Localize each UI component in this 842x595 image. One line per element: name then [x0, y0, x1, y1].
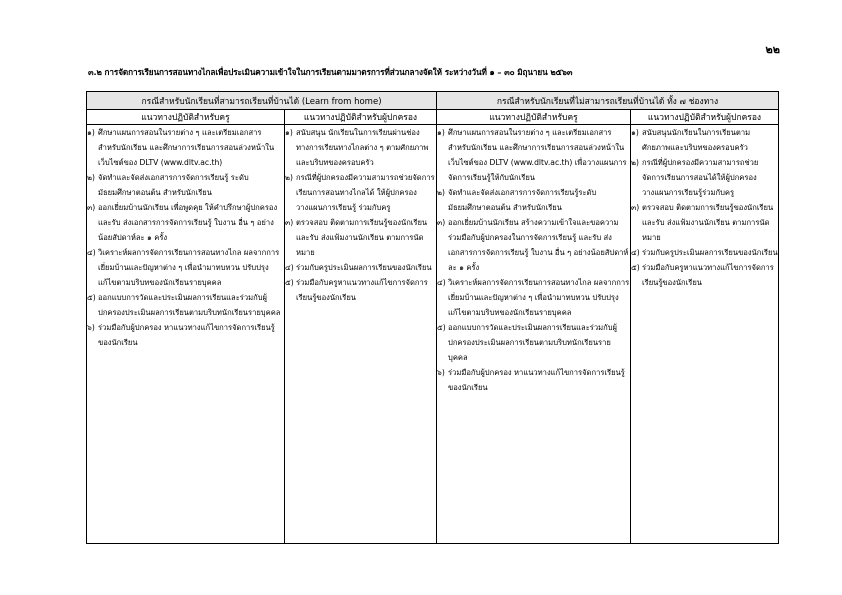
item-text: กรณีที่ผู้ปกครองมีความสามารถช่วยจัดการเรียนการสอนทางไกลได้ ให้ผู้ปกครองวางแผนการเรียนรู้ ร่วมกับครู: [296, 173, 435, 212]
group-header-row: [87, 92, 779, 110]
guideline-item: [437, 185, 630, 215]
item-text: ร่วมมือกับผู้ปกครอง หาแนวทางแก้ไขการจัดการเรียนรู้ของนักเรียน: [98, 323, 275, 347]
teacher-home-guidelines: [87, 125, 285, 544]
item-number: ๑): [87, 128, 95, 137]
guideline-item: [631, 200, 778, 245]
item-number: ๒): [285, 173, 293, 182]
group-header-cannot-learn-home: กรณีสำหรับนักเรียนที่ไม่สามารถเรียนที่บ้านได้ ทั้ง ๗ ช่องทาง: [437, 92, 779, 110]
item-number: ๖): [87, 323, 95, 332]
guideline-item: [285, 275, 436, 305]
guideline-item: [631, 245, 778, 260]
item-number: ๕): [631, 263, 640, 272]
item-number: ๒): [87, 173, 95, 182]
item-number: ๔): [437, 278, 446, 287]
sub-header-row: [87, 110, 779, 125]
item-text: ออกเยี่ยมบ้านนักเรียน เพื่อพูดคุย ให้คำปรึกษาผู้ปกครอง และรับ ส่งเอกสารการจัดการเรียนรู้ ใบงาน อื่น ๆ อย่างน้อยสัปดาห์ละ ๑ ครั้ง: [98, 203, 278, 242]
guideline-item: [87, 200, 284, 245]
guideline-item: [285, 125, 436, 170]
item-text: ศึกษาแผนการสอนในรายต่าง ๆ และเตรียมเอกสารสำหรับนักเรียน และศึกษาการเรียนการสอนล่วงหน้าในเว็บไซต์ของ DLTV (www.dltv.ac.th) เพื่อวางแผนการจัดการเรียนรู้ให้กับนักเรียน: [448, 128, 627, 182]
item-text: ออกแบบการวัดและประเมินผลการเรียนและร่วมกับผู้ปกครองประเมินผลการเรียนตามบริบทนักเรียนรายบุคคล: [448, 323, 618, 362]
item-number: ๔): [631, 248, 640, 257]
item-text: ร่วมมือกับครูหาแนวทางแก้ไขการจัดการเรียนรู้ของนักเรียน: [296, 278, 428, 302]
item-number: ๓): [631, 203, 640, 212]
item-text: วิเคราะห์ผลการจัดการเรียนการสอนทางไกล ผลจากการเยี่ยมบ้านและปัญหาต่าง ๆ เพื่อนำมาทบทวน ปรับปรุงแก้ไขตามบริบทของนักเรียนรายบุคคล: [448, 278, 630, 317]
group-header-learn-from-home: กรณีสำหรับนักเรียนที่สามารถเรียนที่บ้านได้ (Learn from home): [87, 92, 437, 110]
section-heading: ๓.๒ การจัดการเรียนการสอนทางไกลเพื่อประเมินความเข้าใจในการเรียนตามมาตรการที่ส่วนกลางจัดให้ ระหว่างวันที่ ๑ – ๓๐ มิถุนายน ๒๕๖๓: [88, 67, 573, 77]
item-text: สนับสนุนนักเรียนในการเรียนตามศักยภาพและบริบทของครอบครัว: [642, 128, 751, 152]
item-text: ออกเยี่ยมบ้านนักเรียน สร้างความเข้าใจและขอความร่วมมือกับผู้ปกครองในการจัดการเรียนรู้ และรับ ส่งเอกสารการจัดการเรียนรู้ ใบงาน อื่น ๆ อย่างน้อยสัปดาห์ละ ๑ ครั้ง: [448, 218, 629, 272]
item-text: ร่วมกับครูประเมินผลการเรียนของนักเรียน: [296, 263, 432, 272]
guideline-item: [87, 125, 284, 170]
item-text: ศึกษาแผนการสอนในรายต่าง ๆ และเตรียมเอกสารสำหรับนักเรียน และศึกษาการเรียนการสอนล่วงหน้าในเว็บไซต์ของ DLTV (www.dltv.ac.th): [98, 128, 275, 167]
item-text: ตรวจสอบ ติดตามการเรียนรู้ของนักเรียน และรับ ส่งแฟ้มงานนักเรียน ตามการนัดหมาย: [642, 203, 774, 242]
item-text: จัดทำและจัดส่งเอกสารการจัดการเรียนรู้ ระดับมัธยมศึกษาตอนต้น สำหรับนักเรียน: [98, 173, 249, 197]
item-text: วิเคราะห์ผลการจัดการเรียนการสอนทางไกล ผลจากการเยี่ยมบ้านและปัญหาต่าง ๆ เพื่อนำมาทบทวน ปรับปรุงแก้ไขตามบริบทของนักเรียนรายบุคคล: [98, 248, 280, 287]
item-text: ตรวจสอบ ติดตามการเรียนรู้ของนักเรียน และรับ ส่งแฟ้มงานนักเรียน ตามการนัดหมาย: [296, 218, 428, 257]
guideline-item: [631, 125, 778, 155]
guideline-item: [87, 245, 284, 290]
guideline-item: [285, 215, 436, 260]
page-number: ๒๒: [765, 43, 780, 56]
guideline-item: [437, 275, 630, 320]
guideline-item: [631, 260, 778, 290]
parent-home-guidelines: [285, 125, 437, 544]
guideline-item: [631, 155, 778, 200]
item-number: ๒): [437, 188, 445, 197]
item-text: ออกแบบการวัดและประเมินผลการเรียนและร่วมกับผู้ปกครองประเมินผลการเรียนตามบริบทนักเรียนรายบุคคล: [98, 293, 281, 317]
guideline-item: [437, 365, 630, 395]
item-number: ๔): [87, 248, 96, 257]
guideline-item: [87, 170, 284, 200]
item-number: ๓): [87, 203, 96, 212]
item-number: ๑): [437, 128, 445, 137]
item-text: ร่วมมือกับผู้ปกครอง หาแนวทางแก้ไขการจัดการเรียนรู้ของนักเรียน: [448, 368, 625, 392]
item-number: ๖): [437, 368, 445, 377]
item-number: ๕): [437, 323, 446, 332]
guideline-item: [87, 290, 284, 320]
guideline-item: [87, 320, 284, 350]
item-text: ร่วมกับครูประเมินผลการเรียนของนักเรียน: [642, 248, 778, 257]
subheader-parent-home: แนวทางปฏิบัติสำหรับผู้ปกครอง: [285, 110, 437, 125]
item-number: ๔): [285, 263, 294, 272]
guideline-item: [285, 260, 436, 275]
table-body-row: [87, 125, 779, 544]
subheader-parent-other: แนวทางปฏิบัติสำหรับผู้ปกครอง: [631, 110, 779, 125]
item-number: ๕): [285, 278, 294, 287]
item-text: จัดทำและจัดส่งเอกสารการจัดการเรียนรู้ระดับมัธยมศึกษาตอนต้น สำหรับนักเรียน: [448, 188, 597, 212]
item-number: ๕): [87, 293, 96, 302]
parent-other-guidelines: [631, 125, 779, 544]
item-text: ร่วมมือกับครูหาแนวทางแก้ไขการจัดการเรียนรู้ของนักเรียน: [642, 263, 774, 287]
teacher-other-guidelines: [437, 125, 631, 544]
guideline-item: [437, 320, 630, 365]
item-number: ๑): [631, 128, 639, 137]
item-number: ๑): [285, 128, 293, 137]
item-number: ๓): [285, 218, 294, 227]
item-number: ๒): [631, 158, 639, 167]
guideline-table: [86, 91, 779, 544]
item-text: สนับสนุน นักเรียนในการเรียนผ่านช่องทางการเรียนทางไกลต่าง ๆ ตามศักยภาพและบริบทของครอบครัว: [296, 128, 429, 167]
subheader-teacher-home: แนวทางปฏิบัติสำหรับครู: [87, 110, 285, 125]
item-number: ๓): [437, 218, 446, 227]
guideline-item: [285, 170, 436, 215]
guideline-item: [437, 215, 630, 275]
item-text: กรณีที่ผู้ปกครองมีความสามารถช่วยจัดการเรียนการสอนได้ให้ผู้ปกครองวางแผนการเรียนรู้ร่วมกับครู: [642, 158, 759, 197]
guideline-item: [437, 125, 630, 185]
subheader-teacher-other: แนวทางปฏิบัติสำหรับครู: [437, 110, 631, 125]
